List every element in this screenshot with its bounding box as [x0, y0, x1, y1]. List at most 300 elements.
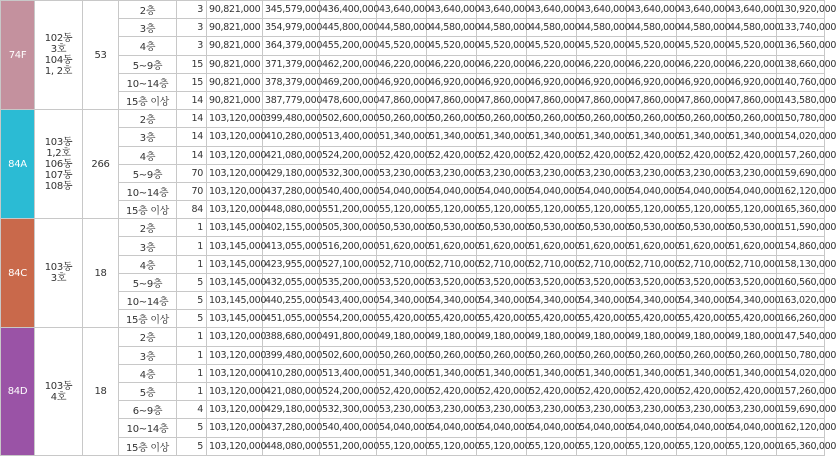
price-cell: 90,821,000 — [207, 91, 263, 109]
price-cell: 45,520,000 — [577, 37, 627, 55]
price-cell: 45,520,000 — [477, 37, 527, 55]
price-cell: 543,400,000 — [320, 292, 377, 310]
price-cell: 53,520,000 — [677, 273, 727, 291]
price-cell: 47,860,000 — [527, 91, 577, 109]
price-cell: 44,580,000 — [677, 19, 727, 37]
units-cell: 14 — [177, 128, 207, 146]
price-cell: 103,120,000 — [207, 164, 263, 182]
price-cell: 159,690,000 — [777, 401, 825, 419]
price-cell: 51,340,000 — [627, 364, 677, 382]
price-cell: 53,230,000 — [677, 401, 727, 419]
price-cell: 55,120,000 — [577, 201, 627, 219]
price-cell: 47,860,000 — [577, 91, 627, 109]
table-row — [1, 128, 825, 146]
floor-cell: 3층 — [119, 346, 177, 364]
price-cell: 54,040,000 — [727, 419, 777, 437]
price-cell: 513,400,000 — [320, 128, 377, 146]
price-cell: 52,420,000 — [677, 146, 727, 164]
floor-cell: 15층 이상 — [119, 437, 177, 455]
price-cell: 49,180,000 — [727, 328, 777, 346]
price-cell: 55,120,000 — [677, 201, 727, 219]
price-cell: 50,530,000 — [477, 219, 527, 237]
price-cell: 51,340,000 — [677, 128, 727, 146]
price-cell: 51,340,000 — [727, 364, 777, 382]
price-cell: 53,230,000 — [577, 164, 627, 182]
price-cell: 54,040,000 — [727, 182, 777, 200]
price-cell: 516,200,000 — [320, 237, 377, 255]
price-cell: 50,260,000 — [627, 110, 677, 128]
price-cell: 52,420,000 — [627, 146, 677, 164]
units-cell: 15 — [177, 55, 207, 73]
price-cell: 54,040,000 — [477, 419, 527, 437]
price-cell: 103,145,000 — [207, 310, 263, 328]
price-cell: 43,640,000 — [627, 1, 677, 19]
units-cell: 5 — [177, 273, 207, 291]
price-cell: 46,920,000 — [677, 73, 727, 91]
price-cell: 43,640,000 — [727, 1, 777, 19]
units-cell: 70 — [177, 182, 207, 200]
price-cell: 437,280,000 — [263, 182, 320, 200]
price-cell: 399,480,000 — [263, 346, 320, 364]
price-cell: 49,180,000 — [527, 328, 577, 346]
price-cell: 462,200,000 — [320, 55, 377, 73]
price-cell: 445,800,000 — [320, 19, 377, 37]
price-cell: 147,540,000 — [777, 328, 825, 346]
floor-cell: 10~14층 — [119, 419, 177, 437]
price-cell: 371,379,000 — [263, 55, 320, 73]
unit-type-cell: 84C — [1, 219, 35, 328]
price-cell: 55,420,000 — [677, 310, 727, 328]
units-cell: 14 — [177, 110, 207, 128]
floor-cell: 4층 — [119, 255, 177, 273]
price-cell: 44,580,000 — [477, 19, 527, 37]
price-cell: 410,280,000 — [263, 364, 320, 382]
price-cell: 55,120,000 — [727, 201, 777, 219]
price-cell: 90,821,000 — [207, 19, 263, 37]
price-cell: 53,230,000 — [427, 164, 477, 182]
unit-type-cell: 74F — [1, 1, 35, 110]
price-cell: 55,420,000 — [727, 310, 777, 328]
price-cell: 51,340,000 — [477, 128, 527, 146]
price-cell: 45,520,000 — [377, 37, 427, 55]
price-cell: 162,120,000 — [777, 182, 825, 200]
total-units-cell: 18 — [83, 219, 119, 328]
building-line: 108동 — [44, 180, 73, 192]
price-cell: 103,120,000 — [207, 128, 263, 146]
floor-cell: 5~9층 — [119, 164, 177, 182]
price-cell: 53,520,000 — [427, 273, 477, 291]
price-cell: 440,255,000 — [263, 292, 320, 310]
price-cell: 50,530,000 — [527, 219, 577, 237]
price-cell: 50,260,000 — [477, 110, 527, 128]
price-cell: 54,040,000 — [677, 182, 727, 200]
price-cell: 49,180,000 — [577, 328, 627, 346]
units-cell: 5 — [177, 310, 207, 328]
price-cell: 448,080,000 — [263, 437, 320, 455]
price-cell: 165,360,000 — [777, 201, 825, 219]
price-cell: 50,530,000 — [427, 219, 477, 237]
price-cell: 55,420,000 — [377, 310, 427, 328]
price-cell: 455,200,000 — [320, 37, 377, 55]
price-cell: 103,120,000 — [207, 110, 263, 128]
table-row — [1, 110, 825, 128]
units-cell: 84 — [177, 201, 207, 219]
units-cell: 1 — [177, 219, 207, 237]
price-cell: 55,120,000 — [527, 437, 577, 455]
price-cell: 51,340,000 — [527, 364, 577, 382]
building-line: 4호 — [50, 391, 67, 403]
price-cell: 399,480,000 — [263, 110, 320, 128]
price-cell: 51,340,000 — [527, 128, 577, 146]
price-cell: 103,145,000 — [207, 273, 263, 291]
floor-cell: 5~9층 — [119, 273, 177, 291]
price-cell: 55,120,000 — [727, 437, 777, 455]
price-cell: 103,120,000 — [207, 182, 263, 200]
price-cell: 103,120,000 — [207, 437, 263, 455]
price-cell: 47,860,000 — [477, 91, 527, 109]
price-cell: 47,860,000 — [677, 91, 727, 109]
price-cell: 540,400,000 — [320, 182, 377, 200]
price-cell: 491,800,000 — [320, 328, 377, 346]
price-cell: 50,260,000 — [627, 346, 677, 364]
table-row — [1, 1, 825, 19]
price-cell: 52,420,000 — [477, 146, 527, 164]
price-cell: 53,520,000 — [527, 273, 577, 291]
price-cell: 51,340,000 — [477, 364, 527, 382]
table-row — [1, 273, 825, 291]
price-cell: 50,260,000 — [677, 346, 727, 364]
price-cell: 47,860,000 — [727, 91, 777, 109]
building-line: 1,2호 — [46, 147, 71, 159]
building-line: 106동 — [44, 158, 73, 170]
price-cell: 54,040,000 — [427, 182, 477, 200]
units-cell: 4 — [177, 401, 207, 419]
price-cell: 53,230,000 — [377, 401, 427, 419]
price-cell: 51,340,000 — [427, 128, 477, 146]
floor-cell: 3층 — [119, 128, 177, 146]
price-cell: 345,579,000 — [263, 1, 320, 19]
price-cell: 46,920,000 — [477, 73, 527, 91]
price-cell: 51,340,000 — [377, 128, 427, 146]
price-cell: 43,640,000 — [677, 1, 727, 19]
price-cell: 90,821,000 — [207, 1, 263, 19]
price-cell: 51,340,000 — [427, 364, 477, 382]
price-cell: 53,230,000 — [477, 401, 527, 419]
price-cell: 448,080,000 — [263, 201, 320, 219]
building-line: 103동 — [44, 262, 73, 274]
price-cell: 54,040,000 — [477, 182, 527, 200]
price-cell: 52,420,000 — [527, 146, 577, 164]
price-cell: 166,260,000 — [777, 310, 825, 328]
units-cell: 1 — [177, 346, 207, 364]
table-row — [1, 164, 825, 182]
price-cell: 53,520,000 — [627, 273, 677, 291]
price-cell: 46,920,000 — [577, 73, 627, 91]
price-cell: 52,420,000 — [427, 382, 477, 400]
floor-cell: 2층 — [119, 328, 177, 346]
price-cell: 52,420,000 — [477, 382, 527, 400]
table-row — [1, 37, 825, 55]
price-cell: 53,230,000 — [527, 401, 577, 419]
price-cell: 378,379,000 — [263, 73, 320, 91]
price-cell: 55,120,000 — [627, 437, 677, 455]
price-cell: 55,120,000 — [527, 201, 577, 219]
price-cell: 524,200,000 — [320, 382, 377, 400]
price-cell: 55,420,000 — [427, 310, 477, 328]
table-row — [1, 419, 825, 437]
price-cell: 54,340,000 — [377, 292, 427, 310]
price-cell: 45,520,000 — [627, 37, 677, 55]
price-cell: 54,340,000 — [527, 292, 577, 310]
building-line: 1, 2호 — [44, 66, 73, 78]
price-cell: 49,180,000 — [427, 328, 477, 346]
table-row — [1, 146, 825, 164]
price-cell: 52,420,000 — [727, 146, 777, 164]
building-cell — [35, 110, 83, 219]
table-row — [1, 91, 825, 109]
price-cell: 551,200,000 — [320, 201, 377, 219]
price-cell: 46,220,000 — [627, 55, 677, 73]
price-cell: 502,600,000 — [320, 110, 377, 128]
price-cell: 50,260,000 — [727, 346, 777, 364]
price-cell: 103,145,000 — [207, 255, 263, 273]
price-cell: 43,640,000 — [427, 1, 477, 19]
price-cell: 52,420,000 — [377, 146, 427, 164]
price-cell: 45,520,000 — [427, 37, 477, 55]
table-row — [1, 364, 825, 382]
table-row — [1, 328, 825, 346]
price-cell: 51,620,000 — [527, 237, 577, 255]
units-cell: 14 — [177, 91, 207, 109]
price-cell: 46,220,000 — [477, 55, 527, 73]
price-cell: 532,300,000 — [320, 164, 377, 182]
price-cell: 49,180,000 — [677, 328, 727, 346]
total-units-cell: 266 — [83, 110, 119, 219]
price-cell: 551,200,000 — [320, 437, 377, 455]
price-cell: 55,120,000 — [677, 437, 727, 455]
price-cell: 53,520,000 — [727, 273, 777, 291]
price-cell: 44,580,000 — [377, 19, 427, 37]
price-cell: 54,040,000 — [627, 419, 677, 437]
price-cell: 43,640,000 — [577, 1, 627, 19]
price-cell: 45,520,000 — [527, 37, 577, 55]
price-cell: 53,230,000 — [627, 401, 677, 419]
floor-cell: 3층 — [119, 19, 177, 37]
table-row — [1, 292, 825, 310]
table-row — [1, 73, 825, 91]
price-cell: 52,710,000 — [677, 255, 727, 273]
price-cell: 50,530,000 — [627, 219, 677, 237]
price-cell: 51,620,000 — [577, 237, 627, 255]
price-cell: 44,580,000 — [527, 19, 577, 37]
floor-cell: 15층 이상 — [119, 310, 177, 328]
price-cell: 154,020,000 — [777, 364, 825, 382]
floor-cell: 4층 — [119, 364, 177, 382]
price-cell: 46,920,000 — [627, 73, 677, 91]
price-cell: 51,340,000 — [627, 128, 677, 146]
price-cell: 154,860,000 — [777, 237, 825, 255]
price-cell: 429,180,000 — [263, 164, 320, 182]
price-cell: 44,580,000 — [727, 19, 777, 37]
price-cell: 51,620,000 — [477, 237, 527, 255]
price-cell: 402,155,000 — [263, 219, 320, 237]
price-cell: 55,120,000 — [377, 437, 427, 455]
building-line: 102동 — [44, 33, 73, 45]
price-cell: 51,340,000 — [377, 364, 427, 382]
price-cell: 54,340,000 — [427, 292, 477, 310]
building-line: 103동 — [44, 136, 73, 148]
unit-type-cell: 84D — [1, 328, 35, 455]
price-cell: 103,120,000 — [207, 401, 263, 419]
price-cell: 524,200,000 — [320, 146, 377, 164]
price-cell: 478,600,000 — [320, 91, 377, 109]
units-cell: 5 — [177, 419, 207, 437]
table-row — [1, 310, 825, 328]
price-cell: 53,520,000 — [477, 273, 527, 291]
price-cell: 388,680,000 — [263, 328, 320, 346]
building-line: 107동 — [44, 169, 73, 181]
price-cell: 53,230,000 — [727, 401, 777, 419]
floor-cell: 2층 — [119, 1, 177, 19]
price-table-body — [1, 1, 836, 456]
price-cell: 50,260,000 — [727, 110, 777, 128]
price-cell: 53,230,000 — [427, 401, 477, 419]
price-cell: 103,120,000 — [207, 328, 263, 346]
price-cell: 540,400,000 — [320, 419, 377, 437]
table-row — [1, 201, 825, 219]
price-cell: 54,040,000 — [377, 182, 427, 200]
price-cell: 52,710,000 — [477, 255, 527, 273]
price-cell: 513,400,000 — [320, 364, 377, 382]
floor-cell: 4층 — [119, 37, 177, 55]
floor-cell: 2층 — [119, 219, 177, 237]
price-cell: 421,080,000 — [263, 382, 320, 400]
price-cell: 52,420,000 — [527, 382, 577, 400]
price-cell: 52,420,000 — [627, 382, 677, 400]
price-cell: 55,420,000 — [477, 310, 527, 328]
price-cell: 51,340,000 — [577, 128, 627, 146]
price-cell: 53,230,000 — [727, 164, 777, 182]
price-cell: 387,779,000 — [263, 91, 320, 109]
price-cell: 50,260,000 — [677, 110, 727, 128]
price-cell: 55,120,000 — [627, 201, 677, 219]
price-cell: 52,420,000 — [677, 382, 727, 400]
price-cell: 46,220,000 — [377, 55, 427, 73]
price-cell: 502,600,000 — [320, 346, 377, 364]
price-cell: 51,340,000 — [577, 364, 627, 382]
price-cell: 45,520,000 — [677, 37, 727, 55]
building-line: 104동 — [44, 55, 73, 67]
units-cell: 5 — [177, 437, 207, 455]
price-cell: 55,120,000 — [477, 201, 527, 219]
price-cell: 54,340,000 — [477, 292, 527, 310]
price-cell: 103,145,000 — [207, 237, 263, 255]
price-cell: 53,230,000 — [677, 164, 727, 182]
price-cell: 44,580,000 — [627, 19, 677, 37]
floor-cell: 10~14층 — [119, 182, 177, 200]
price-cell: 52,420,000 — [577, 146, 627, 164]
unit-type-cell: 84A — [1, 110, 35, 219]
price-cell: 51,620,000 — [427, 237, 477, 255]
price-cell: 46,920,000 — [527, 73, 577, 91]
price-cell: 432,055,000 — [263, 273, 320, 291]
units-cell: 15 — [177, 73, 207, 91]
price-cell: 43,640,000 — [377, 1, 427, 19]
price-cell: 52,710,000 — [377, 255, 427, 273]
price-cell: 50,530,000 — [377, 219, 427, 237]
building-cell — [35, 328, 83, 455]
floor-cell: 10~14층 — [119, 292, 177, 310]
price-cell: 44,580,000 — [577, 19, 627, 37]
building-cell — [35, 1, 83, 110]
price-cell: 53,230,000 — [527, 164, 577, 182]
floor-cell: 4층 — [119, 146, 177, 164]
price-cell: 53,230,000 — [477, 164, 527, 182]
price-cell: 133,740,000 — [777, 19, 825, 37]
price-cell: 154,020,000 — [777, 128, 825, 146]
price-cell: 47,860,000 — [427, 91, 477, 109]
floor-cell: 2층 — [119, 110, 177, 128]
price-cell: 55,120,000 — [427, 437, 477, 455]
price-cell: 50,530,000 — [727, 219, 777, 237]
price-cell: 421,080,000 — [263, 146, 320, 164]
price-cell: 103,120,000 — [207, 364, 263, 382]
price-cell: 52,710,000 — [727, 255, 777, 273]
table-row — [1, 401, 825, 419]
price-cell: 46,220,000 — [427, 55, 477, 73]
total-units-cell: 53 — [83, 1, 119, 110]
price-cell: 53,230,000 — [627, 164, 677, 182]
price-cell: 46,920,000 — [427, 73, 477, 91]
floor-cell: 15층 이상 — [119, 91, 177, 109]
price-cell: 469,200,000 — [320, 73, 377, 91]
units-cell: 5 — [177, 292, 207, 310]
price-cell: 50,530,000 — [677, 219, 727, 237]
price-cell: 52,420,000 — [577, 382, 627, 400]
price-cell: 159,690,000 — [777, 164, 825, 182]
building-line: 3호 — [50, 273, 67, 285]
price-cell: 52,420,000 — [727, 382, 777, 400]
price-cell: 54,040,000 — [427, 419, 477, 437]
price-cell: 43,640,000 — [477, 1, 527, 19]
building-line: 103동 — [44, 380, 73, 392]
floor-cell: 5~9층 — [119, 55, 177, 73]
price-cell: 49,180,000 — [377, 328, 427, 346]
price-cell: 54,340,000 — [727, 292, 777, 310]
price-cell: 50,260,000 — [527, 346, 577, 364]
table-row — [1, 182, 825, 200]
floor-cell: 15층 이상 — [119, 201, 177, 219]
units-cell: 1 — [177, 364, 207, 382]
floor-cell: 6~9층 — [119, 401, 177, 419]
price-cell: 554,200,000 — [320, 310, 377, 328]
price-cell: 52,710,000 — [577, 255, 627, 273]
price-cell: 54,040,000 — [577, 419, 627, 437]
price-cell: 140,760,000 — [777, 73, 825, 91]
floor-cell: 10~14층 — [119, 73, 177, 91]
units-cell: 1 — [177, 328, 207, 346]
price-cell: 55,420,000 — [577, 310, 627, 328]
price-cell: 52,710,000 — [527, 255, 577, 273]
price-cell: 55,420,000 — [627, 310, 677, 328]
price-cell: 410,280,000 — [263, 128, 320, 146]
price-cell: 54,040,000 — [627, 182, 677, 200]
price-cell: 50,260,000 — [577, 346, 627, 364]
price-cell: 55,420,000 — [527, 310, 577, 328]
price-cell: 50,260,000 — [377, 110, 427, 128]
price-cell: 90,821,000 — [207, 73, 263, 91]
price-cell: 413,055,000 — [263, 237, 320, 255]
